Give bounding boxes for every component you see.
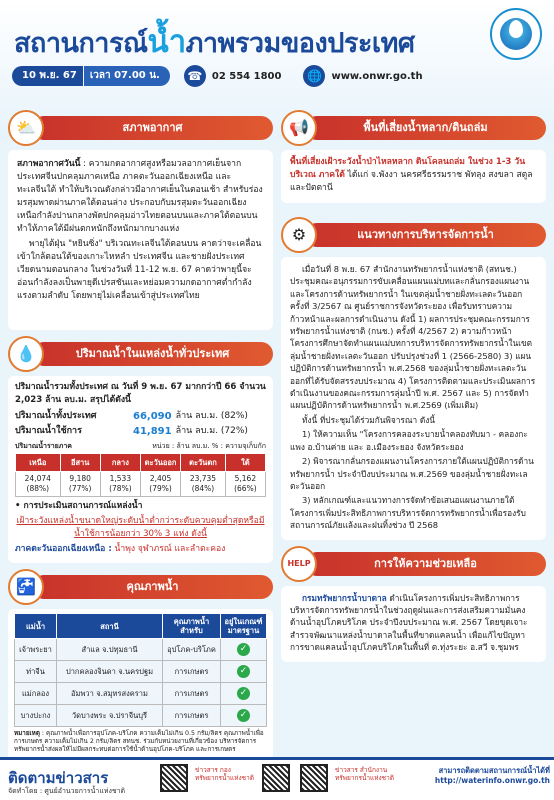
left-column [8,110,273,760]
mgmt-item-1: 1) ให้ความเห็น "โครงการคลองระบายน้ำคลองทับมา - คลองกะแพง อ.บ้านค่าย และ อ.เมืองระยอง จังหวัดระยอง [290,429,528,452]
footer-right-text: สามารถติดตามสถานการณ์น้ำได้ที่ [438,766,550,775]
quality-banner [8,569,273,605]
help-heading: การให้ความช่วยเหลือ [305,552,546,576]
stat-row-total: ปริมาณน้ำทั้งประเทศ 66,090 ล้าน ลบ.ม. (82%) [15,411,248,422]
weather-text-2: พายุไต้ฝุ่น "หยินซิ่ง" บริเวณทะเลจีนใต้ตอนบน คาดว่าจะเคลื่อนเข้าใกล้ตอนใต้ของเกาะไหหลำ ประเทศจีน และชายฝั่งประเทศเวียดนามตอนกลาง ในช่วงวันที่ 11-12 พ.ย. 67 คาดว่าพายุนี้จะอ่อนกำลังลงเป็นพายุดีเปรสชันและหย่อมความกดอากาศต่ำกำลังแรงตามลำดับ โดยพายุไม่เคลื่อนเข้าสู่ประเทศไทย [17,239,262,301]
right-column [281,110,546,662]
flood-provinces: ได้แก่ จ.พังงา นครศรีธรรมราช พัทลุง สงขลา สตูล และปัตตานี [290,170,533,193]
waterinfo-link[interactable]: http://waterinfo.onwr.go.th [434,776,550,785]
management-icon: ⚙ [281,217,317,253]
flood-card [281,150,546,203]
col-north: เหนือ [16,454,61,472]
qr-code-icon[interactable] [262,764,290,792]
date-label: 10 พ.ย. 67 [12,66,83,86]
note-text: : คุณภาพน้ำเพื่อการอุปโภค-บริโภค ความเค็มไม่เกิน 0.5 กรัม/ลิตร คุณภาพน้ำเพื่อการเกษตร ความเค็มไม่เกิน 2 กรัม/ลิตร สทนช. ร่วมกับหน่วยงานที่เกี่ยวข้อง บริหารจัดการทรัพยากรน้ำส่งผลให้ไม่มีผลกระทบต่อการใช้น้ำด้านอุปโภค-บริโภค และการเกษตร [14,730,264,753]
help-lead: กรมทรัพยากรน้ำบาดาล [302,592,387,603]
time-label: เวลา 07.00 น. [84,66,170,86]
info-bar [12,66,423,86]
mgmt-heading: แนวทางการบริหารจัดการน้ำ [305,223,546,247]
check-icon: ✓ [237,687,250,700]
unit-label: หน่วย : ล้าน ลบ.ม. % : ความจุเก็บกัก [152,442,266,450]
table-row: แม่กลอง อัมพวา จ.สมุทรสงคราม การเกษตร ✓ [15,683,267,705]
water-quality-icon: 🚰 [8,569,44,605]
mgmt-card [281,257,546,540]
flood-warning: พื้นที่เสี่ยงเฝ้าระวังน้ำป่าไหลหลาก ดินโคลนถล่ม ในช่วง 1-3 วัน บริเวณ ภาคใต้ [290,157,526,180]
help-icon: HELP [281,546,317,582]
table-row: ท่าจีน ปากคลองจินดา จ.นครปฐม การเกษตร ✓ [15,661,267,683]
assess-heading: • การประเมินสถานการณ์แหล่งน้ำ [15,501,143,511]
mgmt-text-2: ทั้งนี้ ที่ประชุมได้ร่วมกันพิจารณา ดังนี้ [302,414,435,425]
website-link[interactable]: www.onwr.go.th [331,70,423,82]
help-banner [281,546,546,582]
footer [0,757,554,800]
col-central: กลาง [100,454,140,472]
mgmt-text-1: เมื่อวันที่ 8 พ.ย. 67 สำนักงานทรัพยากรน้ำแห่งชาติ (สทนช.) ประชุมคณะอนุกรรมการขับเคลื่อนแผนแม่บทและกลั่นกรองแผนงานและโครงการด้านทรัพยากรน้ำ ในเขตลุ่มน้ำชายฝั่งทะเลตะวันออก ครั้งที่ 3/2567 ณ ศูนย์ราชการจังหวัดระยอง เพื่อรับทราบความก้าวหน้าและผลการดำเนินงาน ดังนี้ 1) ผลการประชุมคณะกรรมการทรัพยากรน้ำแห่งชาติ (กนช.) ครั้งที่ 4/2567 2) ความก้าวหน้าโครงการศึกษาจัดทำแผนแม่บทการบริหารจัดการทรัพยากรน้ำในเขตลุ่มน้ำชายฝั่งทะเลตะวันออก ปรับปรุงช่วงที่ 1 (2566-2580) 3) แผนปฏิบัติการด้านทรัพยากรน้ำ พ.ศ.2568 ของลุ่มน้ำชายฝั่งทะเลตะวันออกที่ได้รับจัดสรรงบประมาณ 4) โครงการติดตามและประเมินผลการดำเนินงานของคณะกรรมการลุ่มน้ำปี พ.ศ. 2567 และ 5) การจัดทำแผนปฏิบัติการด้านทรัพยากรน้ำ พ.ศ.2569 (เพิ่มเติม) [290,264,536,411]
help-text: ดำเนินโครงการเพิ่มประสิทธิภาพการบริหารจัดการทรัพยากรน้ำในช่วงฤดูฝนและการส่งเสริมความมั่นคงด้านน้ำอุปโภคบริโภค ประจำปีงบประมาณ พ.ศ. 2567 โดยขุดเจาะสำรวจพัฒนาแหล่งน้ำบาดาลในพื้นที่ขาดแคลนน้ำ เพื่อแก้ไขปัญหาการขาดแคลนน้ำอุปโภคบริโภคในพื้นที่ ต.ทุ่งระยะ อ.สวี จ.ชุมพร [290,592,528,653]
footer-title: ติดตามข่าวสาร [8,769,109,787]
check-icon: ✓ [237,665,250,678]
onwr-logo [490,8,542,60]
weather-banner [8,110,273,146]
table-row: เจ้าพระยา สำแล จ.ปทุมธานี อุปโภค-บริโภค ✓ [15,639,267,661]
phone-icon: ☎ [184,65,206,87]
col-west: ตะวันตก [181,454,226,472]
qr-label-2: ข่าวสาร สำนักงานทรัพยากรน้ำแห่งชาติ [335,766,394,782]
reservoir-card [8,376,273,563]
reservoir-banner [8,336,273,372]
water-drop-icon: 💧 [8,336,44,372]
weather-icon: ⛅ [8,110,44,146]
quality-table: แม่น้ำ สถานี คุณภาพน้ำสำหรับ อยู่ในเกณฑ์มาตรฐาน เจ้าพระยา สำแล จ.ปทุมธานี อุปโภค-บริโภค ✓ ท่าจีน ปากคลองจินดา จ.นครปฐม การเกษตร ✓ แม่กลอง อัมพวา จ.สมุทรสงคราม การเกษตร ✓ บางปะกง วัดบางพระ จ.ปราจีนบุรี การเกษตร ✓ [14,613,267,727]
assess-warning: เฝ้าระวังแหล่งน้ำขนาดใหญ่ระดับน้ำต่ำกว่าระดับควบคุมต่ำสุดหรือมีน้ำใช้การน้อยกว่า 30% 3 แห่ง ดังนี้ [16,516,265,539]
quality-heading: คุณภาพน้ำ [32,575,273,599]
weather-text-1: : ความกดอากาศสูงหรือมวลอากาศเย็นจากประเทศจีนปกคลุมภาคเหนือ ภาคตะวันออกเฉียงเหนือ และทะเลจีนใต้ ทำให้บริเวณดังกล่าวมีอากาศเย็นในตอนเช้า สำหรับร่องมรสุมพาดผ่านภาคใต้ตอนล่าง ประกอบกับมรสุมตะวันออกเฉียงเหนือกำลังปานกลางพัดปกคลุมอ่าวไทยตอนบนและภาคใต้ตอนบน ทำให้ภาคใต้มีฝนตกหนักถึงหนักมากบางแห่ง [17,159,263,234]
col-south: ใต้ [225,454,265,472]
col-northeast: อีสาน [60,454,100,472]
web-icon: 🌐 [303,65,325,87]
check-icon: ✓ [237,709,250,722]
region-table [15,453,266,497]
region-label: ปริมาณน้ำรายภาค [15,442,72,450]
phone-number[interactable]: 02 554 1800 [211,70,282,82]
weather-lead: สภาพอากาศวันนี้ [17,159,81,169]
weather-card [8,150,273,330]
table-row: 24,074 (88%) 9,180 (77%) 1,533 (78%) 2,405 (79%) 23,735 (84%) 5,162 (66%) [16,472,266,497]
mgmt-banner [281,217,546,253]
table-row: บางปะกง วัดบางพระ จ.ปราจีนบุรี การเกษตร ✓ [15,705,267,727]
mgmt-item-2: 2) พิจารณากลั่นกรองแผนงานโครงการภายใต้แผนปฏิบัติการด้านทรัพยากรน้ำ ประจำปีงบประมาณ พ.ศ.2569 ของลุ่มน้ำชายฝั่งทะเลตะวันออก [290,456,534,491]
page-title: สถานการณ์น้ำภาพรวมของประเทศ [14,24,415,60]
stat-row-usable: ปริมาณน้ำใช้การ 41,891 ล้าน ลบ.ม. (72%) [15,426,248,437]
check-icon: ✓ [237,643,250,656]
flood-banner [281,110,546,146]
quality-card [8,609,273,760]
note-lead: หมายเหตุ [14,730,40,737]
assess-region: ภาคตะวันออกเฉียงเหนือ : [15,544,112,554]
col-east: ตะวันออก [140,454,180,472]
megaphone-icon: 📢 [281,110,317,146]
qr-code-icon[interactable] [160,764,188,792]
weather-heading: สภาพอากาศ [32,116,273,140]
qr-code-icon[interactable] [300,764,328,792]
mgmt-item-3: 3) หลักเกณฑ์และแนวทางการจัดทำข้อเสนอแผนงานภายใต้โครงการเพิ่มประสิทธิภาพการบริหารจัดการทรัพยากรน้ำเพื่อรองรับสถานการณ์ภัยแล้งและฝนทิ้งช่วง ปี 2568 [290,495,526,531]
reservoir-heading: ปริมาณน้ำในแหล่งน้ำทั่วประเทศ [32,342,273,366]
qr-label-1: ข่าวสาร กองทรัพยากรน้ำแห่งชาติ [195,766,254,782]
footer-sub: จัดทำโดย : ศูนย์อำนวยการน้ำแห่งชาติ [8,787,126,795]
help-card [281,586,546,662]
header [0,0,554,96]
assess-dams: น้ำพุง จุฬาภรณ์ และลำตะคอง [111,544,226,554]
reservoir-intro: ปริมาณน้ำรวมทั้งประเทศ ณ วันที่ 9 พ.ย. 67 มากกว่าปี 66 จำนวน 2,023 ล้าน ลบ.ม. สรุปได้ดังนี้ [15,382,266,405]
flood-heading: พื้นที่เสี่ยงน้ำหลาก/ดินถล่ม [305,116,546,140]
